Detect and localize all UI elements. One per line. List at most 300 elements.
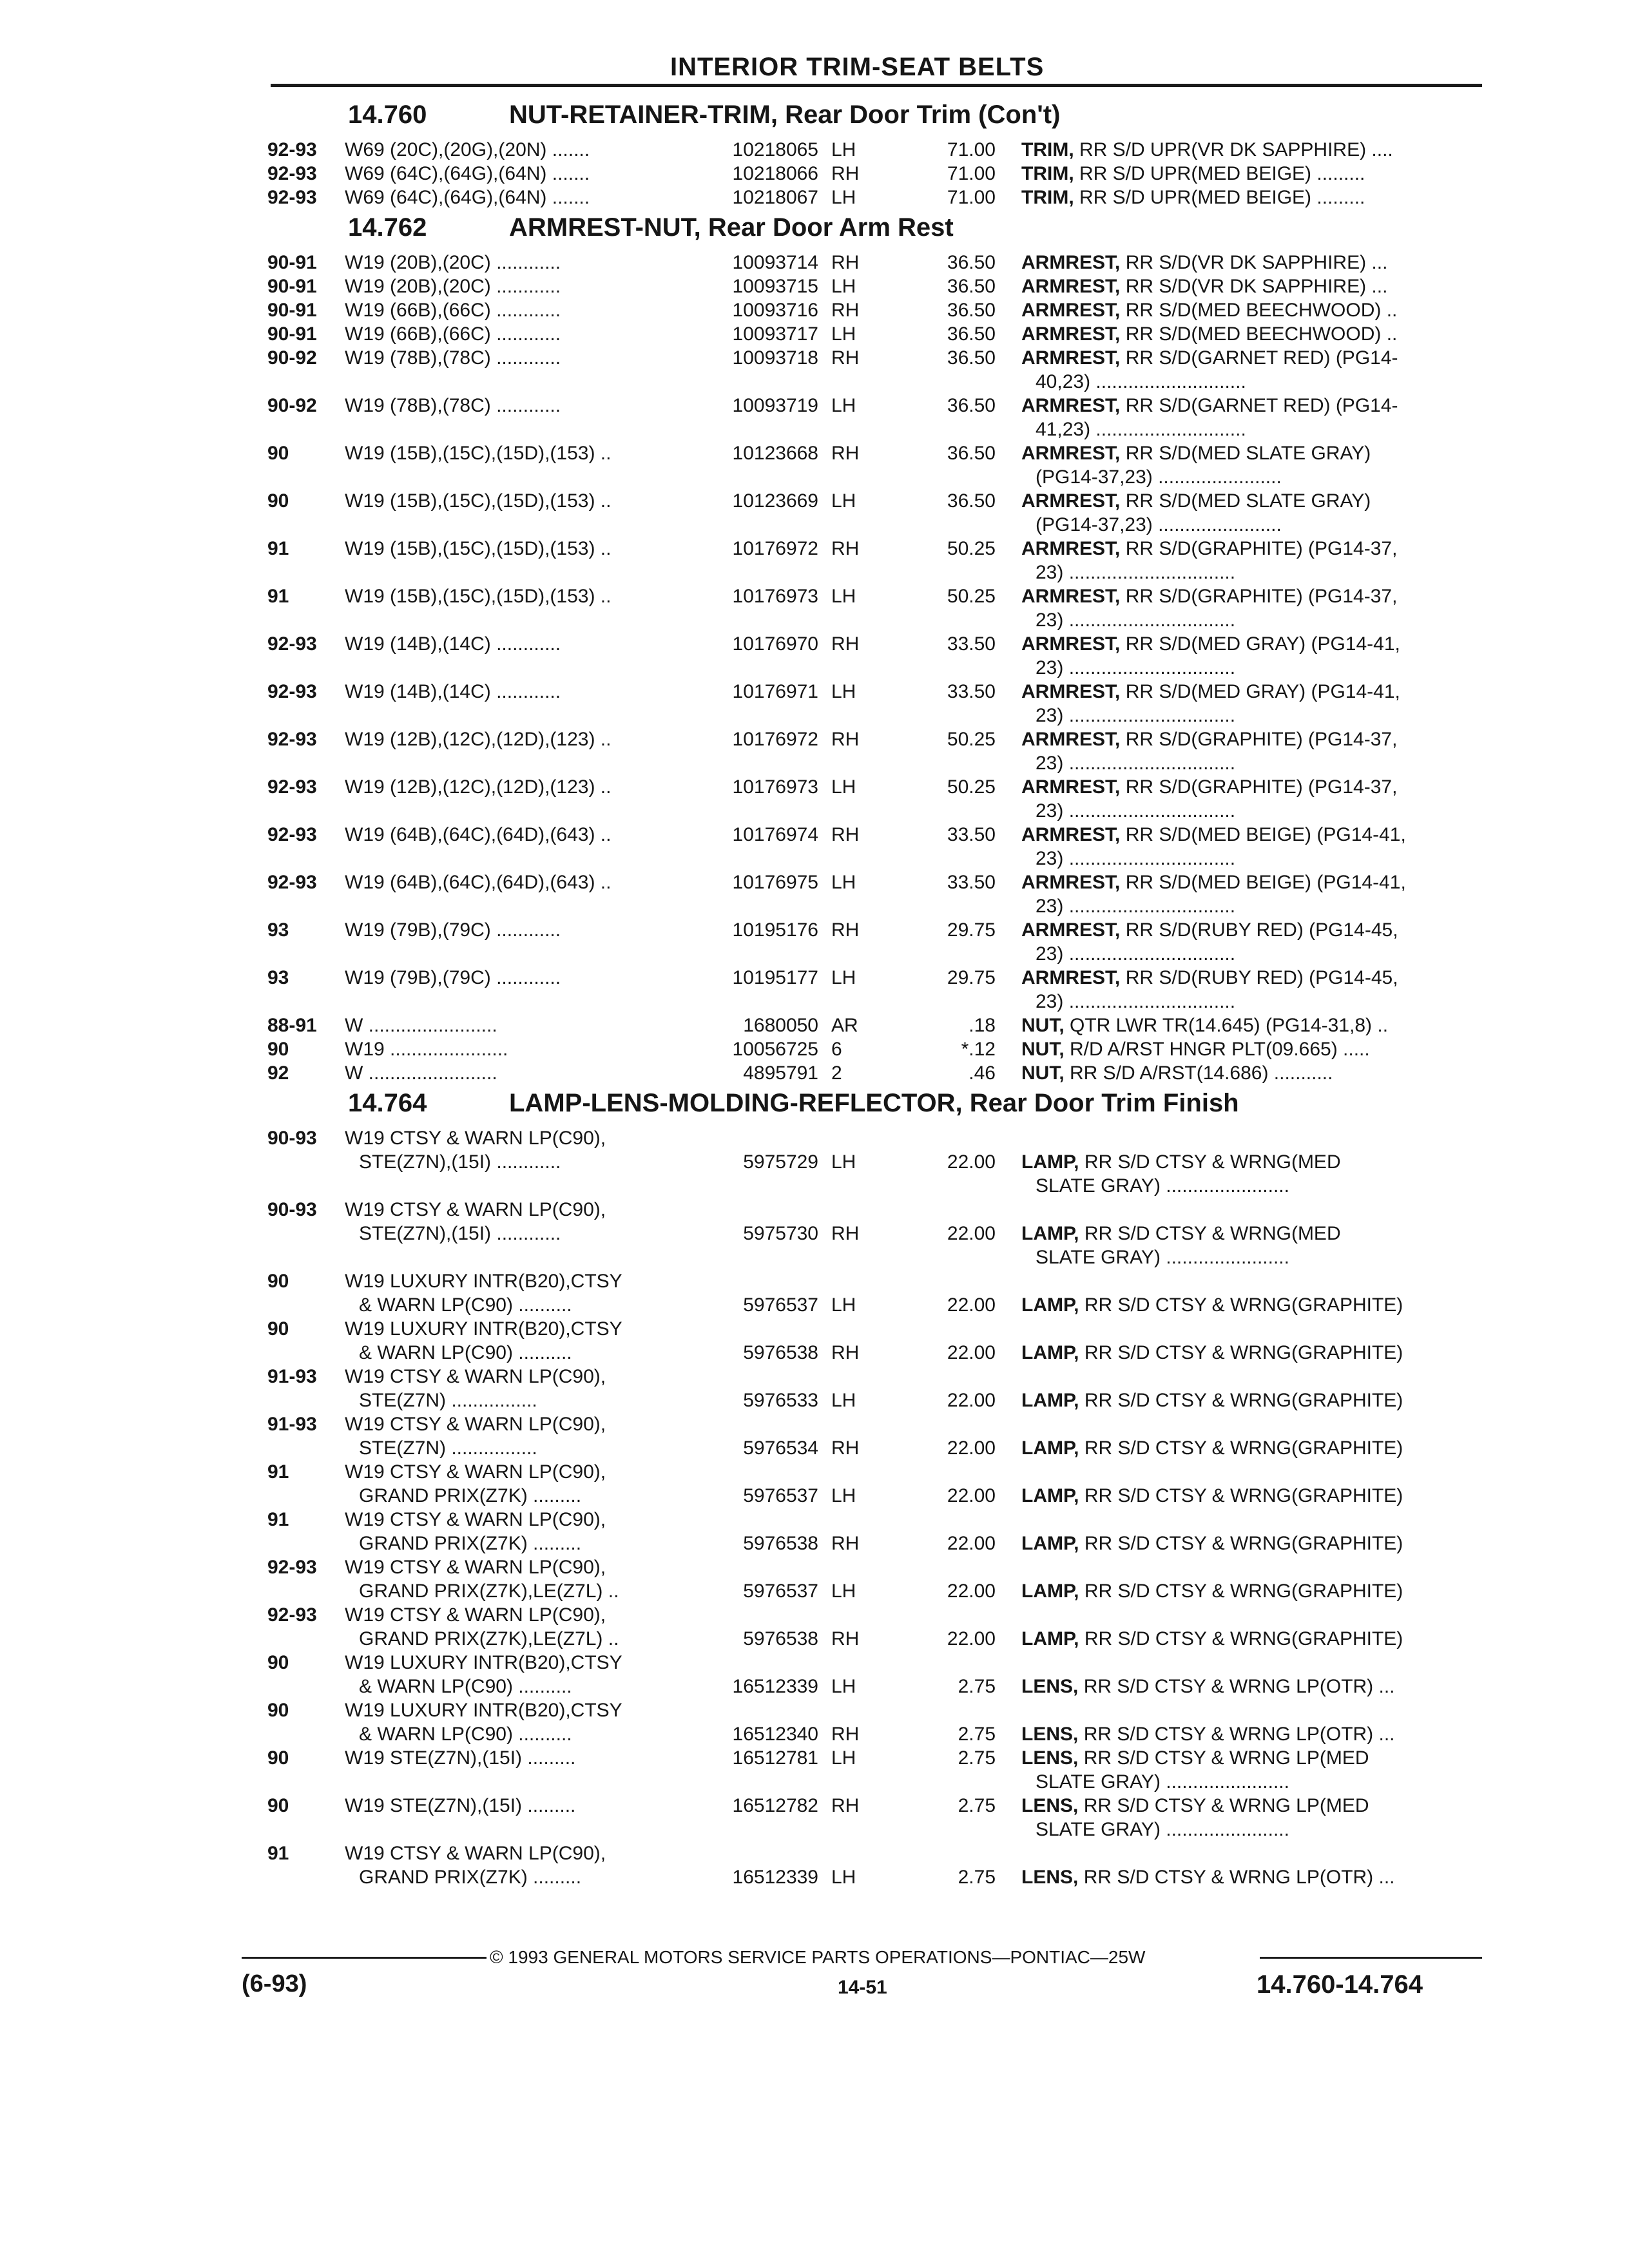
model-description: [345, 823, 686, 847]
part-number: 5976538: [743, 1628, 818, 1649]
quantity: LH: [831, 490, 856, 512]
part-description-line: [1021, 1062, 1333, 1084]
table-row: [0, 322, 1629, 346]
quantity: LH: [831, 139, 856, 160]
model-description-line: W19 CTSY & WARN LP(C90),: [345, 1414, 606, 1435]
part-name: ARMREST,: [1021, 872, 1121, 893]
part-description-line: [1021, 187, 1365, 208]
quantity: LH: [831, 586, 856, 607]
model-description: [345, 1037, 686, 1061]
price: 36.50: [947, 395, 996, 416]
model-year: 92-93: [267, 1604, 317, 1626]
part-description-line: [1021, 1342, 1403, 1363]
part-number: 10123669: [732, 490, 818, 512]
part-description-line: [1021, 1015, 1388, 1036]
part-number: 10195176: [732, 919, 818, 941]
part-number: 10176973: [732, 776, 818, 798]
quantity: LH: [831, 776, 856, 798]
quantity: RH: [831, 300, 860, 321]
part-description: [1021, 1865, 1485, 1889]
part-description: [1021, 727, 1485, 775]
part-name: ARMREST,: [1021, 681, 1121, 702]
part-description: [1021, 1794, 1485, 1841]
part-description-line: [1021, 1437, 1403, 1459]
quantity: RH: [831, 729, 860, 750]
part-description: [1021, 1341, 1485, 1365]
part-number: 10176975: [732, 872, 818, 893]
part-name: ARMREST,: [1021, 323, 1121, 345]
model-year: 91: [267, 1461, 289, 1483]
model-description: [345, 186, 686, 209]
part-description-text: R/D A/RST HNGR PLT(09.665) .....: [1070, 1039, 1370, 1060]
footer-rule-left: [242, 1957, 487, 1959]
part-description: [1021, 966, 1485, 1014]
part-description-text: RR S/D CTSY & WRNG(GRAPHITE): [1084, 1390, 1403, 1411]
model-description-line: W19 CTSY & WARN LP(C90),: [345, 1461, 606, 1483]
part-description-continuation: 23) ...............................: [1036, 800, 1236, 822]
model-description-line: W19 (20B),(20C) ............: [345, 252, 561, 273]
price: 36.50: [947, 443, 996, 464]
model-year: 92-93: [267, 139, 317, 160]
part-description-continuation: (PG14-37,23) .......................: [1036, 466, 1282, 488]
page-title: INTERIOR TRIM-SEAT BELTS: [670, 53, 1045, 81]
model-year: 91: [267, 1843, 289, 1864]
part-number: 10056725: [732, 1039, 818, 1060]
quantity: LH: [831, 1390, 856, 1411]
part-name: LAMP,: [1021, 1390, 1079, 1411]
part-description-text: RR S/D(RUBY RED) (PG14-45,: [1125, 967, 1398, 988]
part-description-line: [1021, 139, 1393, 160]
model-description-line: W19 (79B),(79C) ............: [345, 967, 561, 988]
table-row: [0, 298, 1629, 322]
model-year: 91: [267, 1509, 289, 1530]
part-description-text: RR S/D UPR(MED BEIGE) .........: [1079, 187, 1365, 208]
part-description-line: [1021, 1676, 1395, 1697]
model-description-line: W19 (15B),(15C),(15D),(153) ..: [345, 538, 612, 559]
model-description: [345, 680, 686, 704]
part-description: [1021, 394, 1485, 441]
part-description: [1021, 1037, 1485, 1061]
model-description: [345, 394, 686, 418]
part-description-line: [1021, 681, 1400, 702]
part-description-continuation: 40,23) ............................: [1036, 371, 1246, 392]
part-description: [1021, 346, 1485, 394]
part-number: 10218066: [732, 163, 818, 184]
table-row: [0, 1698, 1629, 1746]
model-description: [345, 274, 686, 298]
quantity: AR: [831, 1015, 858, 1036]
part-description-line: [1021, 1795, 1369, 1816]
table-row: [0, 1365, 1629, 1412]
part-description: [1021, 251, 1485, 274]
part-number: 10093714: [732, 252, 818, 273]
part-name: LAMP,: [1021, 1581, 1079, 1602]
part-description-text: RR S/D CTSY & WRNG(GRAPHITE): [1084, 1437, 1403, 1459]
part-name: TRIM,: [1021, 187, 1074, 208]
model-description: [345, 918, 686, 942]
quantity: LH: [831, 872, 856, 893]
part-name: ARMREST,: [1021, 633, 1121, 655]
part-description-text: RR S/D(GRAPHITE) (PG14-37,: [1125, 586, 1398, 607]
quantity: LH: [831, 323, 856, 345]
part-description-continuation: SLATE GRAY) .......................: [1036, 1771, 1289, 1792]
part-description-continuation: 23) ...............................: [1036, 991, 1236, 1012]
part-description-text: RR S/D CTSY & WRNG(GRAPHITE): [1084, 1628, 1403, 1649]
table-row: [0, 1508, 1629, 1555]
part-number: 1680050: [743, 1015, 818, 1036]
part-number: 16512339: [732, 1676, 818, 1697]
part-name: LAMP,: [1021, 1294, 1079, 1316]
part-description: [1021, 918, 1485, 966]
model-year: 92-93: [267, 776, 317, 798]
price: 22.00: [947, 1581, 996, 1602]
quantity: LH: [831, 1676, 856, 1697]
part-description-line: [1021, 1628, 1403, 1649]
part-description: [1021, 186, 1485, 209]
model-description: [345, 1651, 686, 1698]
model-description-line: GRAND PRIX(Z7K) .........: [359, 1867, 582, 1888]
part-description-text: RR S/D CTSY & WRNG LP(MED: [1083, 1747, 1369, 1769]
footer-section-range: 14.760-14.764: [1257, 1970, 1423, 1999]
price: 22.00: [947, 1437, 996, 1459]
model-description-line: W19 CTSY & WARN LP(C90),: [345, 1128, 606, 1149]
part-description-continuation: SLATE GRAY) .......................: [1036, 1175, 1289, 1196]
quantity: 2: [831, 1062, 842, 1084]
model-description-line: W19 (14B),(14C) ............: [345, 633, 561, 655]
price: 71.00: [947, 139, 996, 160]
model-description: [345, 346, 686, 370]
part-description-line: [1021, 347, 1398, 369]
quantity: LH: [831, 395, 856, 416]
price: 36.50: [947, 300, 996, 321]
part-name: TRIM,: [1021, 139, 1074, 160]
part-description-text: RR S/D(VR DK SAPPHIRE) ...: [1125, 252, 1388, 273]
model-description-line: STE(Z7N),(15I) ............: [359, 1223, 561, 1244]
model-description: [345, 1841, 686, 1889]
quantity: LH: [831, 681, 856, 702]
quantity: RH: [831, 252, 860, 273]
model-description-line: W19 LUXURY INTR(B20),CTSY: [345, 1652, 622, 1673]
part-name: ARMREST,: [1021, 252, 1121, 273]
model-description: [345, 1365, 686, 1412]
table-row: [0, 1126, 1629, 1198]
part-description: [1021, 870, 1485, 918]
table-row: [0, 870, 1629, 918]
quantity: RH: [831, 1223, 860, 1244]
table-row: [0, 138, 1629, 162]
price: 2.75: [958, 1747, 996, 1769]
table-row: [0, 727, 1629, 775]
model-year: 90: [267, 443, 289, 464]
model-description: [345, 1269, 686, 1317]
model-description: [345, 1126, 686, 1174]
model-description-line: W19 CTSY & WARN LP(C90),: [345, 1557, 606, 1578]
price: 36.50: [947, 347, 996, 369]
price: 2.75: [958, 1676, 996, 1697]
model-description-line: GRAND PRIX(Z7K),LE(Z7L) ..: [359, 1628, 619, 1649]
part-description-text: RR S/D(MED BEIGE) (PG14-41,: [1125, 824, 1406, 845]
table-row: [0, 162, 1629, 186]
part-description-text: RR S/D CTSY & WRNG(MED: [1084, 1223, 1341, 1244]
part-name: ARMREST,: [1021, 443, 1121, 464]
part-name: NUT,: [1021, 1015, 1065, 1036]
table-row: [0, 1061, 1629, 1085]
model-description-line: & WARN LP(C90) ..........: [359, 1676, 572, 1697]
part-number: 10093715: [732, 276, 818, 297]
part-name: LAMP,: [1021, 1437, 1079, 1459]
model-description-line: W19 (78B),(78C) ............: [345, 395, 561, 416]
quantity: 6: [831, 1039, 842, 1060]
model-description-line: W69 (64C),(64G),(64N) .......: [345, 163, 590, 184]
quantity: RH: [831, 1795, 860, 1816]
part-number: 5975730: [743, 1223, 818, 1244]
part-description-continuation: 23) ...............................: [1036, 610, 1236, 631]
part-description: [1021, 1293, 1485, 1317]
part-description-text: RR S/D(MED BEIGE) (PG14-41,: [1125, 872, 1406, 893]
part-description-continuation: SLATE GRAY) .......................: [1036, 1819, 1289, 1840]
part-description-line: [1021, 633, 1400, 655]
model-description-line: W19 CTSY & WARN LP(C90),: [345, 1509, 606, 1530]
part-description-text: RR S/D CTSY & WRNG(GRAPHITE): [1084, 1533, 1403, 1554]
model-description-line: W19 CTSY & WARN LP(C90),: [345, 1604, 606, 1626]
model-year: 92-93: [267, 729, 317, 750]
part-number: 10218065: [732, 139, 818, 160]
model-year: 92-93: [267, 187, 317, 208]
model-description-line: W19 (79B),(79C) ............: [345, 919, 561, 941]
model-description: [345, 162, 686, 186]
quantity: RH: [831, 163, 860, 184]
part-description: [1021, 298, 1485, 322]
quantity: RH: [831, 443, 860, 464]
part-description: [1021, 489, 1485, 537]
quantity: RH: [831, 1342, 860, 1363]
part-description-continuation: 23) ...............................: [1036, 848, 1236, 869]
part-description-continuation: 23) ...............................: [1036, 705, 1236, 726]
model-year: 90: [267, 1700, 289, 1721]
model-year: 93: [267, 919, 289, 941]
part-description-line: [1021, 276, 1387, 297]
quantity: RH: [831, 1533, 860, 1554]
table-row: [0, 489, 1629, 537]
part-description: [1021, 680, 1485, 727]
part-number: 10123668: [732, 443, 818, 464]
part-description: [1021, 322, 1485, 346]
part-description-line: [1021, 1294, 1403, 1316]
part-description-text: RR S/D(MED BEECHWOOD) ..: [1125, 300, 1398, 321]
part-description-line: [1021, 729, 1397, 750]
part-description-line: [1021, 252, 1387, 273]
model-year: 90: [267, 1271, 289, 1292]
model-year: 90: [267, 1795, 289, 1816]
part-number: 5976537: [743, 1485, 818, 1506]
part-description-text: RR S/D(GRAPHITE) (PG14-37,: [1125, 776, 1398, 798]
price: 22.00: [947, 1223, 996, 1244]
part-description-continuation: SLATE GRAY) .......................: [1036, 1247, 1289, 1268]
quantity: RH: [831, 1724, 860, 1745]
part-description: [1021, 1746, 1485, 1794]
table-row: [0, 680, 1629, 727]
price: 33.50: [947, 681, 996, 702]
part-description-line: [1021, 919, 1398, 941]
price: 33.50: [947, 872, 996, 893]
model-description: [345, 489, 686, 513]
part-name: LAMP,: [1021, 1485, 1079, 1506]
model-description: [345, 632, 686, 656]
part-description-text: RR S/D(GRAPHITE) (PG14-37,: [1125, 729, 1398, 750]
model-year: 91: [267, 538, 289, 559]
table-row: [0, 1746, 1629, 1794]
model-description-line: W19 (12B),(12C),(12D),(123) ..: [345, 776, 612, 798]
part-number: 10176974: [732, 824, 818, 845]
model-year: 90: [267, 1652, 289, 1673]
table-row: [0, 1037, 1629, 1061]
model-year: 93: [267, 967, 289, 988]
part-name: ARMREST,: [1021, 919, 1121, 941]
model-description-line: W19 STE(Z7N),(15I) .........: [345, 1747, 576, 1769]
part-name: LAMP,: [1021, 1342, 1079, 1363]
part-description-text: RR S/D UPR(MED BEIGE) .........: [1079, 163, 1365, 184]
part-name: ARMREST,: [1021, 490, 1121, 512]
model-year: 92-93: [267, 163, 317, 184]
model-description: [345, 251, 686, 274]
part-description-line: [1021, 1581, 1403, 1602]
part-description: [1021, 1675, 1485, 1698]
table-row: [0, 1317, 1629, 1365]
model-year: 91-93: [267, 1414, 317, 1435]
part-description-text: RR S/D CTSY & WRNG(GRAPHITE): [1084, 1485, 1403, 1506]
part-description-text: RR S/D(GARNET RED) (PG14-: [1125, 347, 1398, 369]
table-row: [0, 346, 1629, 394]
part-description: [1021, 138, 1485, 162]
part-description: [1021, 162, 1485, 186]
model-description: [345, 322, 686, 346]
table-row: [0, 584, 1629, 632]
part-name: ARMREST,: [1021, 824, 1121, 845]
model-year: 90-92: [267, 347, 317, 369]
part-name: ARMREST,: [1021, 729, 1121, 750]
model-description-line: W19 (66B),(66C) ............: [345, 300, 561, 321]
part-description: [1021, 1436, 1485, 1460]
part-number: 5976533: [743, 1390, 818, 1411]
part-description-line: [1021, 323, 1397, 345]
part-number: 16512781: [732, 1747, 818, 1769]
quantity: LH: [831, 1581, 856, 1602]
part-description: [1021, 1722, 1485, 1746]
model-description-line: W19 (20B),(20C) ............: [345, 276, 561, 297]
part-description-line: [1021, 1223, 1341, 1244]
table-row: [0, 918, 1629, 966]
model-description: [345, 138, 686, 162]
table-row: [0, 1014, 1629, 1037]
table-row: [0, 1460, 1629, 1508]
part-name: LENS,: [1021, 1676, 1079, 1697]
model-description-line: W19 (15B),(15C),(15D),(153) ..: [345, 443, 612, 464]
quantity: LH: [831, 967, 856, 988]
price: 36.50: [947, 252, 996, 273]
model-description-line: W19 CTSY & WARN LP(C90),: [345, 1199, 606, 1220]
part-name: ARMREST,: [1021, 538, 1121, 559]
part-description: [1021, 584, 1485, 632]
model-year: 92-93: [267, 633, 317, 655]
part-description: [1021, 1627, 1485, 1651]
footer-page-number: 14-51: [838, 1977, 887, 1998]
price: 2.75: [958, 1724, 996, 1745]
price: 22.00: [947, 1294, 996, 1316]
part-description-text: RR S/D(MED BEECHWOOD) ..: [1125, 323, 1398, 345]
price: 22.00: [947, 1485, 996, 1506]
model-year: 90-93: [267, 1128, 317, 1149]
model-description-line: W19 (14B),(14C) ............: [345, 681, 561, 702]
part-description-text: RR S/D(MED GRAY) (PG14-41,: [1125, 681, 1400, 702]
part-description-text: RR S/D(RUBY RED) (PG14-45,: [1125, 919, 1398, 941]
part-description-line: [1021, 872, 1406, 893]
part-description-line: [1021, 1724, 1395, 1745]
parts-list: [0, 97, 1629, 1889]
part-description-line: [1021, 1867, 1395, 1888]
part-description: [1021, 1222, 1485, 1269]
model-description-line: W19 (66B),(66C) ............: [345, 323, 561, 345]
part-description-text: RR S/D CTSY & WRNG LP(MED: [1083, 1795, 1369, 1816]
table-row: [0, 632, 1629, 680]
model-description: [345, 537, 686, 561]
model-year: 90-92: [267, 395, 317, 416]
model-description: [345, 1317, 686, 1365]
part-description-line: [1021, 776, 1397, 798]
model-description: [345, 1508, 686, 1555]
model-description: [345, 1412, 686, 1460]
model-year: 92-93: [267, 681, 317, 702]
part-description-line: [1021, 300, 1397, 321]
table-row: [0, 1198, 1629, 1269]
model-description: [345, 1555, 686, 1603]
price: 22.00: [947, 1533, 996, 1554]
price: 22.00: [947, 1390, 996, 1411]
model-description-line: W69 (64C),(64G),(64N) .......: [345, 187, 590, 208]
table-row: [0, 251, 1629, 274]
part-number: 5976538: [743, 1533, 818, 1554]
part-name: ARMREST,: [1021, 395, 1121, 416]
model-description: [345, 870, 686, 894]
model-description-line: GRAND PRIX(Z7K),LE(Z7L) ..: [359, 1581, 619, 1602]
part-description: [1021, 1150, 1485, 1198]
part-description: [1021, 537, 1485, 584]
model-description: [345, 775, 686, 799]
table-row: [0, 1841, 1629, 1889]
part-description-text: RR S/D CTSY & WRNG(GRAPHITE): [1084, 1294, 1403, 1316]
model-description-line: W19 (12B),(12C),(12D),(123) ..: [345, 729, 612, 750]
part-description-text: RR S/D(MED SLATE GRAY): [1125, 490, 1371, 512]
model-year: 91-93: [267, 1366, 317, 1387]
price: 22.00: [947, 1151, 996, 1173]
model-description-line: & WARN LP(C90) ..........: [359, 1294, 572, 1316]
part-description-line: [1021, 824, 1406, 845]
model-year: 90-91: [267, 252, 317, 273]
quantity: RH: [831, 538, 860, 559]
part-name: LENS,: [1021, 1747, 1079, 1769]
table-row: [0, 966, 1629, 1014]
part-name: ARMREST,: [1021, 347, 1121, 369]
part-description-line: [1021, 1533, 1403, 1554]
part-description: [1021, 775, 1485, 823]
model-description: [345, 584, 686, 608]
part-name: LAMP,: [1021, 1151, 1079, 1173]
part-number: 10176972: [732, 538, 818, 559]
part-name: ARMREST,: [1021, 276, 1121, 297]
part-description-text: RR S/D(MED GRAY) (PG14-41,: [1125, 633, 1400, 655]
table-row: [0, 1555, 1629, 1603]
part-description: [1021, 1389, 1485, 1412]
table-row: [0, 775, 1629, 823]
